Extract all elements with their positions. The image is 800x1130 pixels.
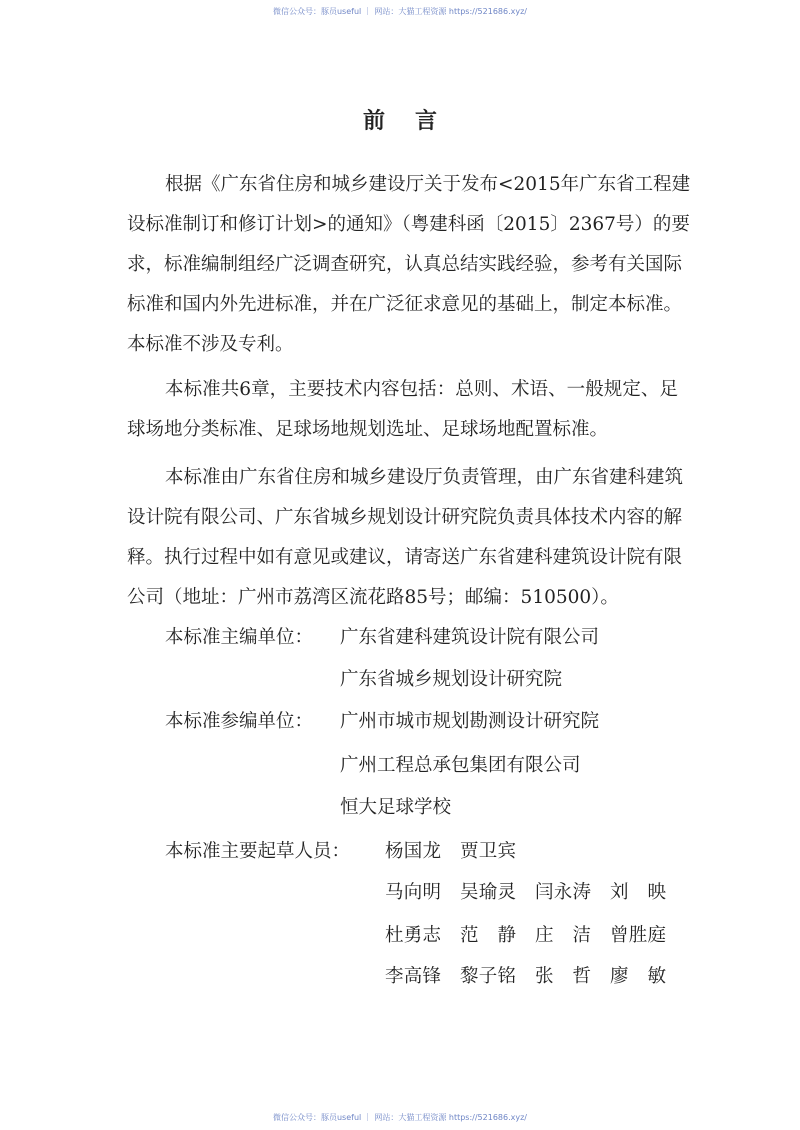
drafter-name: 廖敏 <box>610 966 666 987</box>
chief-unit: 广东省建科建筑设计院有限公司 <box>340 627 600 648</box>
drafter-name: 庄洁 <box>535 925 591 946</box>
participating-units-label: 本标准参编单位： <box>165 711 314 732</box>
footer-watermark: 微信公众号：豚员useful ｜ 网站：大猫工程资源 https://521686.xyz/ <box>272 1113 528 1122</box>
paragraph-line: 本标准共6章，主要技术内容包括：总则、术语、一般规定、足 <box>165 379 678 400</box>
paragraph-line: 根据《广东省住房和城乡建设厅关于发布<2015年广东省工程建 <box>165 174 691 195</box>
drafter-name: 张哲 <box>535 966 591 987</box>
drafter-name: 范静 <box>460 925 516 946</box>
paragraph-line: 求，标准编制组经广泛调查研究，认真总结实践经验，参考有关国际 <box>127 254 683 275</box>
participating-unit: 恒大足球学校 <box>340 797 452 818</box>
drafters-label: 本标准主要起草人员： <box>165 841 351 862</box>
page-title: 前言 <box>362 108 467 134</box>
drafter-name: 吴瑜灵 <box>460 882 516 903</box>
header-watermark: 微信公众号：豚员useful ｜ 网站：大猫工程资源 https://521686.xyz/ <box>272 7 528 16</box>
paragraph-line: 球场地分类标准、足球场地规划选址、足球场地配置标准。 <box>127 419 609 440</box>
paragraph-line: 释。执行过程中如有意见或建议，请寄送广东省建科建筑设计院有限 <box>127 547 683 568</box>
drafter-name: 闫永涛 <box>535 882 591 903</box>
drafter-name: 曾胜庭 <box>610 925 666 946</box>
participating-unit: 广州工程总承包集团有限公司 <box>340 755 581 776</box>
participating-unit: 广州市城市规划勘测设计研究院 <box>340 711 600 732</box>
paragraph-line: 设计院有限公司、广东省城乡规划设计研究院负责具体技术内容的解 <box>127 507 683 528</box>
drafter-name: 杨国龙 <box>385 841 441 862</box>
paragraph-line: 公司（地址：广州市荔湾区流花路85号；邮编：510500）。 <box>127 587 619 608</box>
paragraph-line: 本标准由广东省住房和城乡建设厅负责管理，由广东省建科建筑 <box>165 467 684 488</box>
chief-units-label: 本标准主编单位： <box>165 627 314 648</box>
chief-unit: 广东省城乡规划设计研究院 <box>340 669 563 690</box>
paragraph-line: 标准和国内外先进标准，并在广泛征求意见的基础上，制定本标准。 <box>127 294 683 315</box>
drafter-name: 刘映 <box>610 882 666 903</box>
paragraph-line: 设标准制订和修订计划>的通知》（粤建科函〔2015〕2367号）的要 <box>127 214 690 235</box>
drafter-name: 李高锋 <box>385 966 441 987</box>
drafter-name: 贾卫宾 <box>460 841 516 862</box>
paragraph-line: 本标准不涉及专利。 <box>127 334 294 355</box>
drafter-name: 马向明 <box>385 882 441 903</box>
drafter-name: 杜勇志 <box>385 925 441 946</box>
drafter-name: 黎子铭 <box>460 966 516 987</box>
